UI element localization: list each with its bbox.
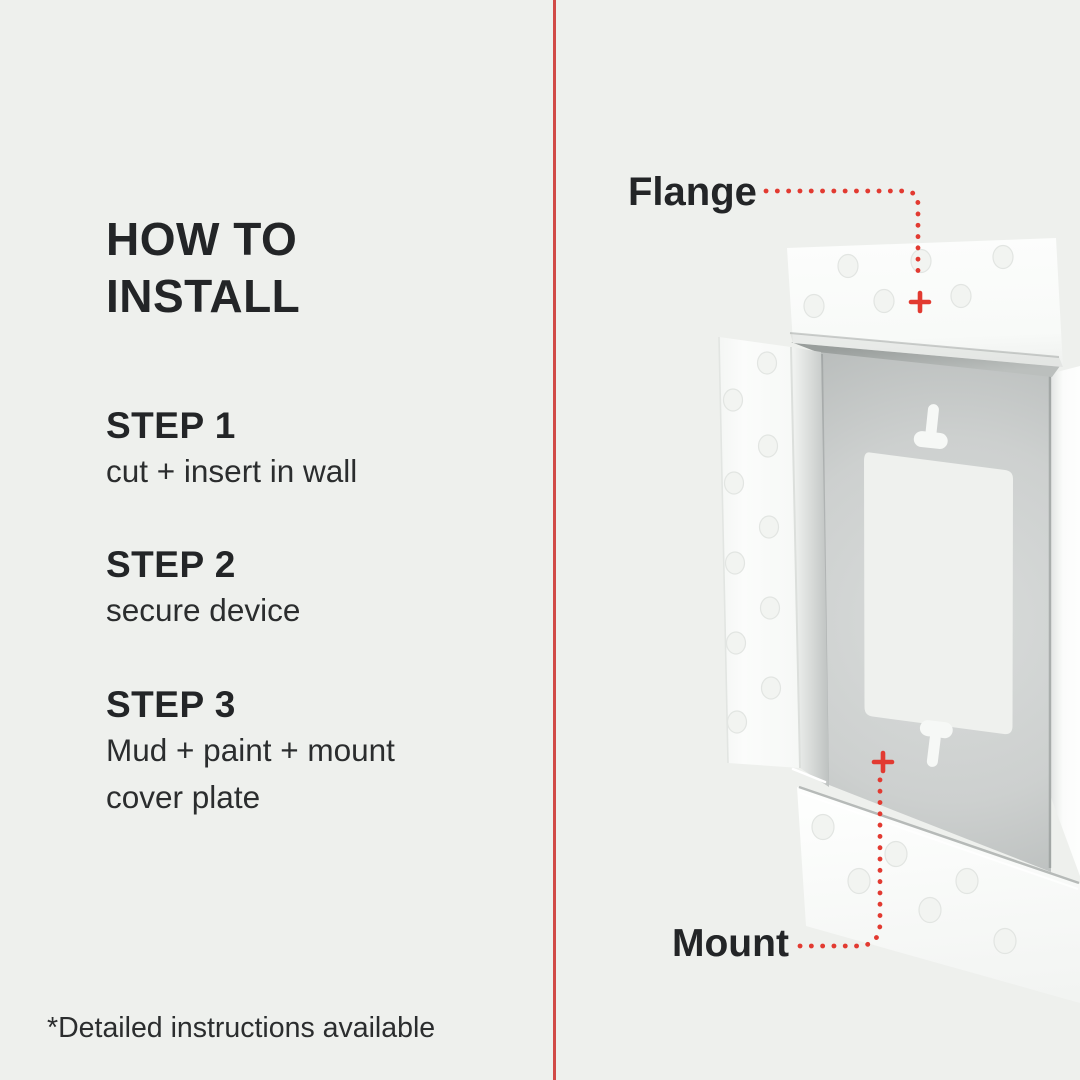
step-1-desc-line-1: cut + insert in wall (106, 453, 358, 489)
title-line-2: INSTALL (106, 270, 301, 322)
step-1-label: STEP 1 (106, 405, 236, 446)
footnote: *Detailed instructions available (47, 1012, 436, 1044)
step-3-desc-line-2: cover plate (106, 779, 261, 815)
mount-label: Mount (672, 922, 789, 965)
right-wall (1049, 366, 1080, 876)
device-window-cutout (864, 452, 1013, 734)
step-3-label: STEP 3 (106, 684, 236, 725)
step-2-label: STEP 2 (106, 544, 236, 585)
left-flange (719, 337, 800, 768)
title-line-1: HOW TO (106, 213, 298, 265)
step-3-desc-line-1: Mud + paint + mount (106, 732, 395, 768)
flange-label: Flange (628, 170, 757, 214)
step-2-desc-line-1: secure device (106, 592, 301, 628)
